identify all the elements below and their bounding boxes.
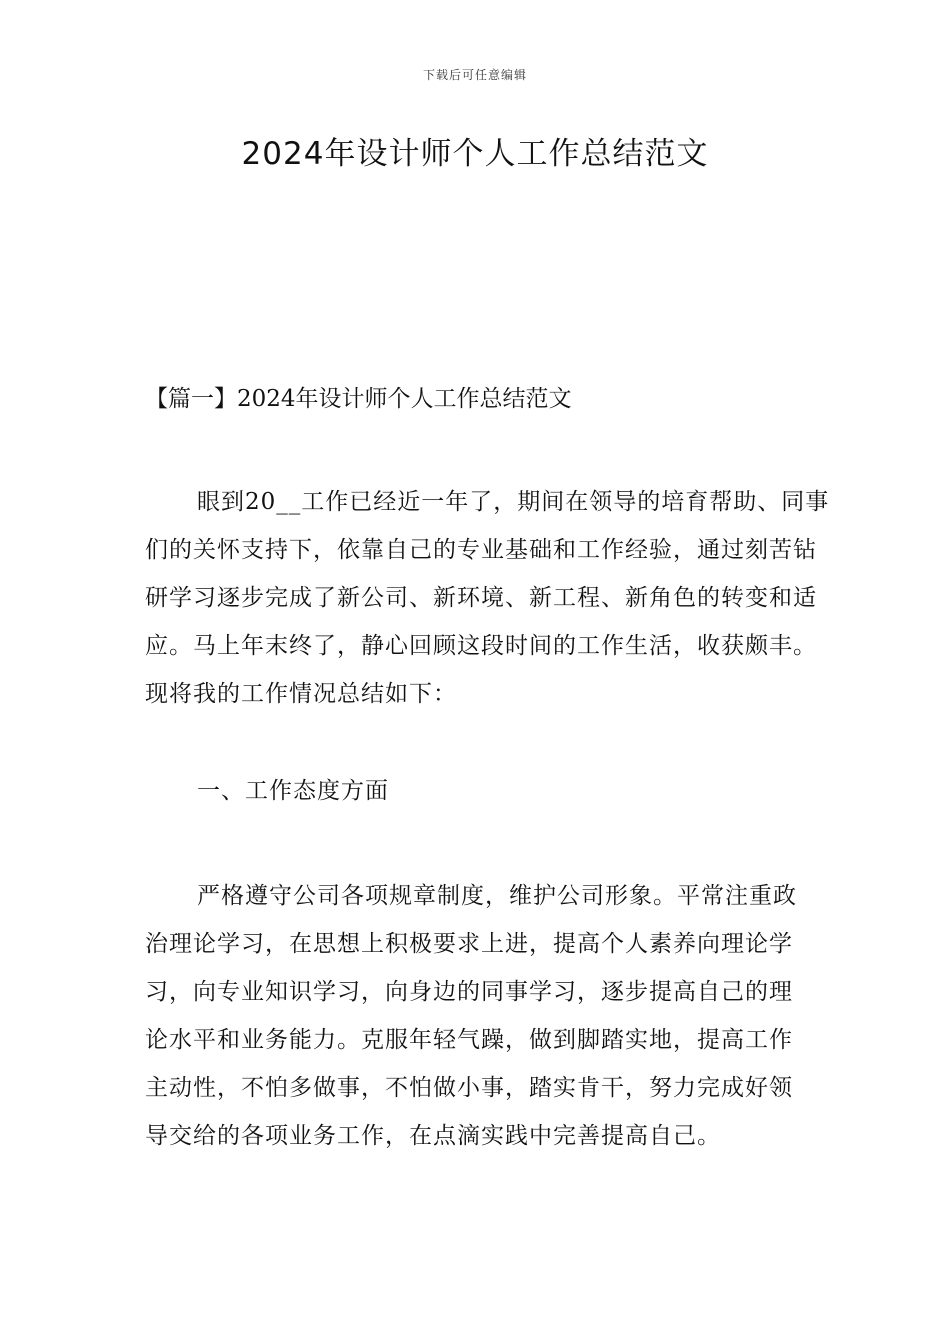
subheading-work-attitude: 一、工作态度方面 [197, 778, 389, 804]
document-title: 2024年设计师个人工作总结范文 [241, 136, 709, 172]
intro-paragraph: 眼到20__工作已经近一年了，期间在领导的培育帮助、同事们的关怀支持下，依靠自己的专业基础和工作经验，通过刻苦钻研学习逐步完成了新公司、新环境、新工程、新角色的转变和适应。马上年末终了，静心回顾这段时间的工作生活，收获颇丰。现将我的工作情况总结如下： [145, 489, 830, 707]
section-heading: 【篇一】2024年设计师个人工作总结范文 [145, 386, 572, 412]
header-note: 下载后可任意编辑 [422, 68, 527, 82]
work-attitude-paragraph: 严格遵守公司各项规章制度，维护公司形象。平常注重政治理论学习，在思想上积极要求上进，提高个人素养向理论学习，向专业知识学习，向身边的同事学习，逐步提高自己的理论水平和业务能力。克服年轻气躁，做到脚踏实地，提高工作主动性，不怕多做事，不怕做小事，踏实肯干，努力完成好领导交给的各项业务工作，在点滴实践中完善提高自己。 [145, 883, 797, 1149]
